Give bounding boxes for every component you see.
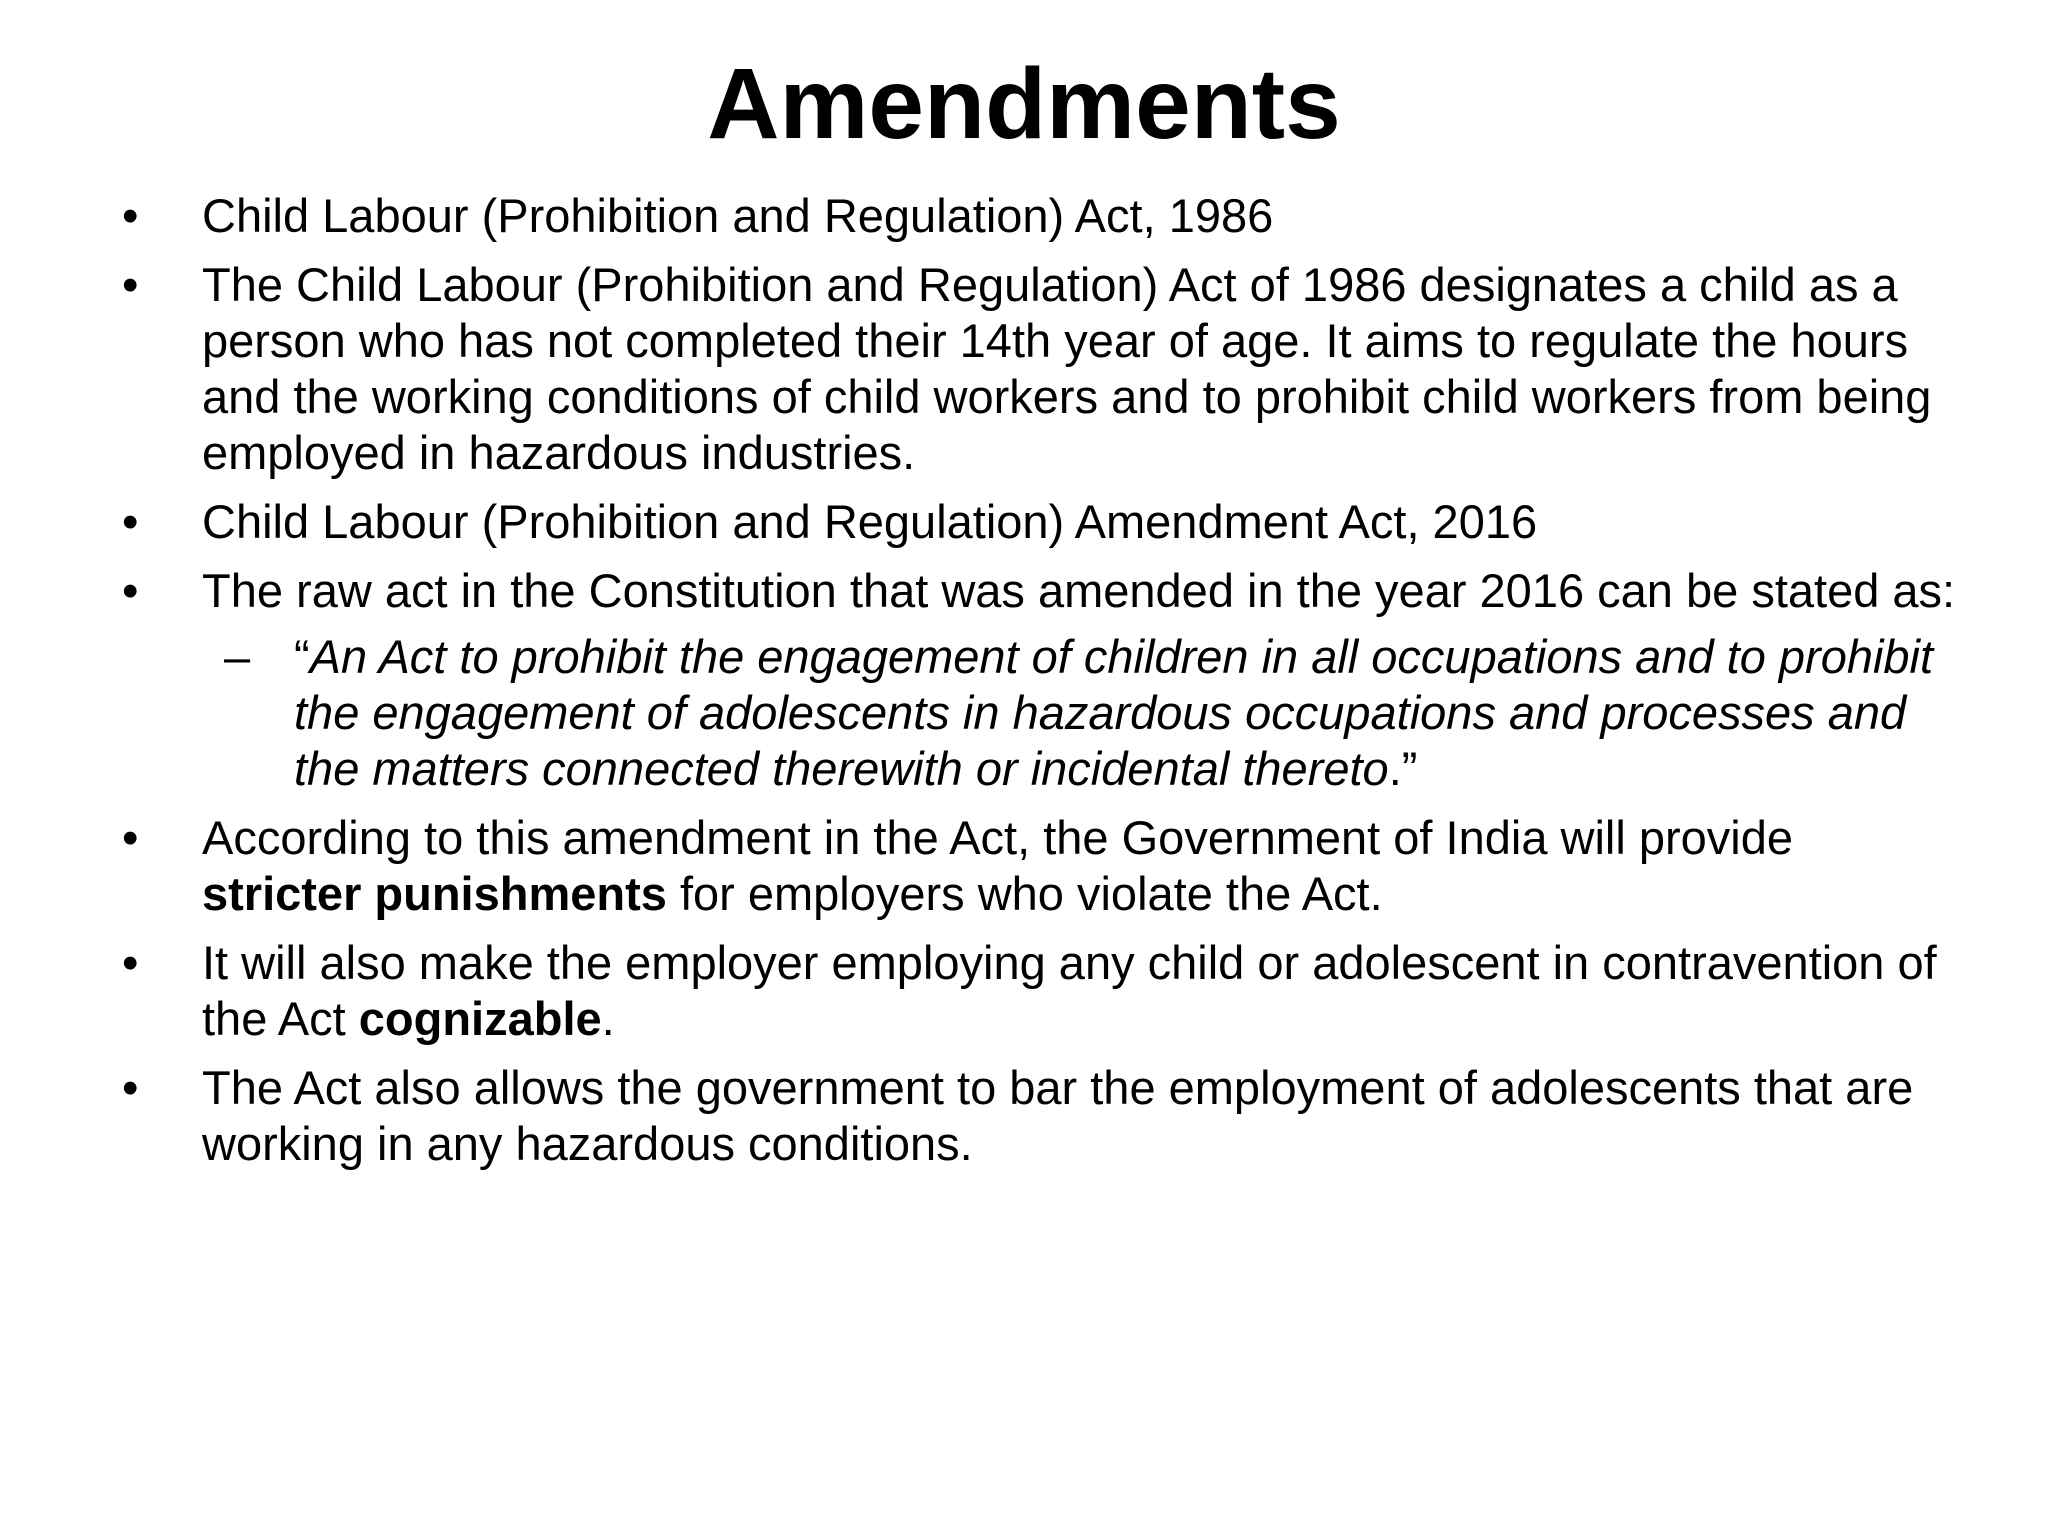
bullet-marker: •: [122, 189, 139, 242]
bullet-item: [116, 563, 1956, 619]
bullet-marker: •: [122, 564, 139, 617]
sub-bullet-quote: [116, 629, 1956, 797]
bullet-text-tail: for employers who violate the Act.: [666, 867, 1383, 920]
bullet-marker: •: [122, 1061, 139, 1114]
bullet-item: [116, 188, 1956, 244]
bullet-text: According to this amendment in the Act, the Government of India will provide: [202, 811, 1794, 864]
bullet-marker: •: [122, 936, 139, 989]
bullet-marker: •: [122, 811, 139, 864]
bullet-list: [116, 188, 1956, 1185]
bullet-item: [116, 257, 1956, 481]
bullet-item: [116, 935, 1956, 1047]
slide-title: Amendments: [707, 48, 1341, 160]
dash-marker: –: [224, 630, 251, 683]
bullet-text: Child Labour (Prohibition and Regulation) Act, 1986: [202, 189, 1274, 242]
quote-text: An Act to prohibit the engagement of children in all occupations and to prohibit the engagement of adolescents in hazardous occupations and processes and the matters connected therewith or incidental thereto: [294, 630, 1934, 795]
bullet-marker: •: [122, 495, 139, 548]
bullet-text: The Child Labour (Prohibition and Regulation) Act of 1986 designates a child as a person who has not completed their 14th year of age. It aims to regulate the hours and the working conditions of child workers and to prohibit child workers from being employed in hazardous industries.: [202, 258, 1932, 479]
bold-phrase: stricter punishments: [202, 867, 667, 920]
bullet-text: The Act also allows the government to bar the employment of adolescents that are working in any hazardous conditions.: [202, 1061, 1914, 1170]
bullet-text: It will also make the employer employing any child or adolescent in contravention of the Act: [202, 936, 1937, 1045]
bullet-text: The raw act in the Constitution that was amended in the year 2016 can be stated as:: [202, 564, 1956, 617]
close-quote: .”: [1388, 742, 1418, 795]
bullet-item: [116, 810, 1956, 922]
bullet-marker: •: [122, 258, 139, 311]
bold-phrase: cognizable: [358, 992, 602, 1045]
bullet-item: [116, 494, 1956, 550]
bullet-text-tail: .: [601, 992, 615, 1045]
bullet-item: [116, 1060, 1956, 1172]
bullet-text: Child Labour (Prohibition and Regulation) Amendment Act, 2016: [202, 495, 1538, 548]
open-quote: “: [294, 630, 310, 683]
